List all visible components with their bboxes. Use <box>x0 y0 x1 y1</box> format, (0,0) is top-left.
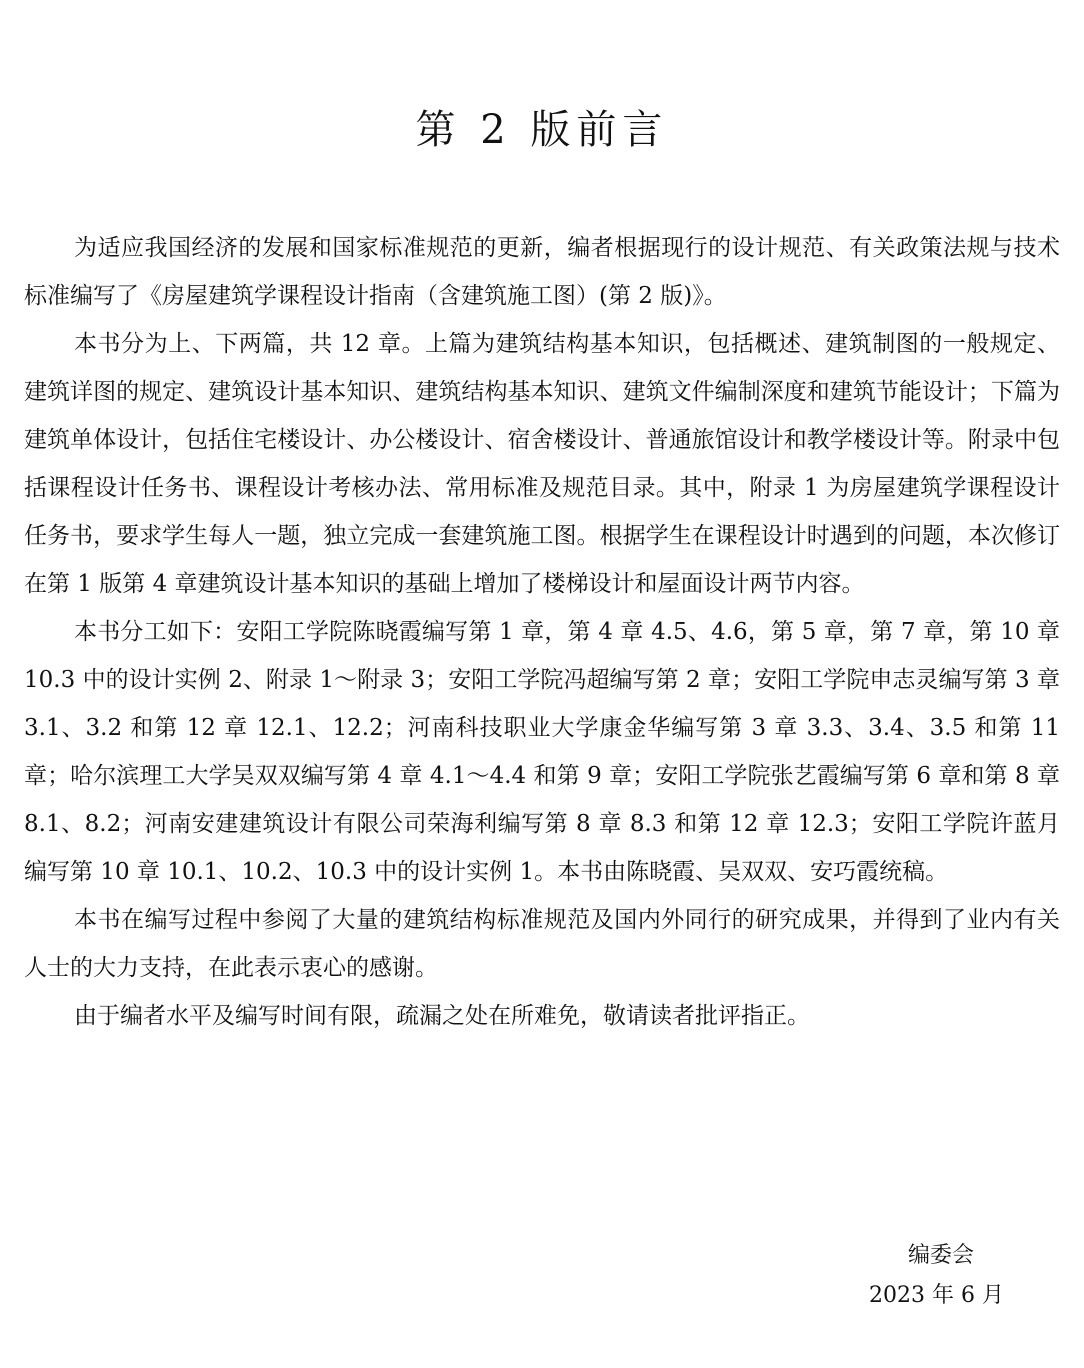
page-title: 第 2 版前言 <box>415 107 669 153</box>
signature-author: 编委会 <box>907 1243 974 1268</box>
paragraph-1: 为适应我国经济的发展和国家标准规范的更新，编者根据现行的设计规范、有关政策法规与技术标准编写了《房屋建筑学课程设计指南（含建筑施工图）(第 2 版)》。 <box>24 235 1060 309</box>
paragraph-2: 本书分为上、下两篇，共 12 章。上篇为建筑结构基本知识，包括概述、建筑制图的一般规定、建筑详图的规定、建筑设计基本知识、建筑结构基本知识、建筑文件编制深度和建筑节能设计；下篇为建筑单体设计，包括住宅楼设计、办公楼设计、宿舍楼设计、普通旅馆设计和教学楼设计等。附录中包括课程设计任务书、课程设计考核办法、常用标准及规范目录。其中，附录 1 为房屋建筑学课程设计任务书，要求学生每人一题，独立完成一套建筑施工图。根据学生在课程设计时遇到的问题，本次修订在第 1 版第 4 章建筑设计基本知识的基础上增加了楼梯设计和屋面设计两节内容。 <box>24 331 1060 597</box>
paragraph-3: 本书分工如下：安阳工学院陈晓霞编写第 1 章，第 4 章 4.5、4.6，第 5 章，第 7 章，第 10 章 10.3 中的设计实例 2、附录 1～附录 3；安阳工学院冯超编写第 2 章；安阳工学院申志灵编写第 3 章 3.1、3.2 和第 12 章 12.1、12.2；河南科技职业大学康金华编写第 3 章 3.3、3.4、3.5 和第 11 章；哈尔滨理工大学吴双双编写第 4 章 4.1～4.4 和第 9 章；安阳工学院张艺霞编写第 6 章和第 8 章 8.1、8.2；河南安建建筑设计有限公司荣海利编写第 8 章 8.3 和第 12 章 12.3；安阳工学院许蓝月编写第 10 章 10.1、10.2、10.3 中的设计实例 1。本书由陈晓霞、吴双双、安巧霞统稿。 <box>24 619 1060 885</box>
paragraph-4: 本书在编写过程中参阅了大量的建筑结构标准规范及国内外同行的研究成果，并得到了业内有关人士的大力支持，在此表示衷心的感谢。 <box>24 907 1060 981</box>
preface-body <box>24 224 1060 1040</box>
signature-block <box>869 1236 1004 1316</box>
signature-date: 2023 年 6 月 <box>869 1283 1004 1308</box>
paragraph-5: 由于编者水平及编写时间有限，疏漏之处在所难免，敬请读者批评指正。 <box>74 1003 810 1029</box>
